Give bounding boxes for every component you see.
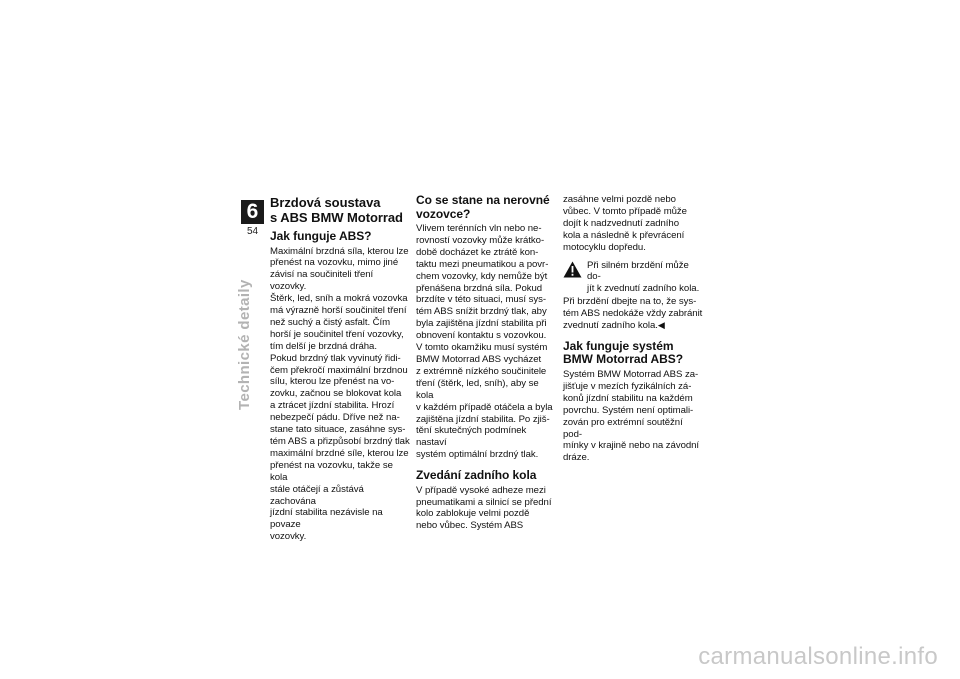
page-number: 54: [246, 226, 259, 237]
section-title: [270, 196, 410, 225]
text-column-1: [270, 196, 410, 543]
heading-how-abs-works: Jak funguje ABS?: [270, 229, 372, 243]
chapter-number-badge: 6: [241, 200, 264, 224]
paragraph-warning-detail-text: Při brzdění dbejte na to, že sys- tém ABS nedokáže vždy zabránit zvednutí zadního kola.: [563, 296, 703, 332]
heading-uneven-road-text: Co se stane na nerovné vozovce?: [416, 193, 550, 221]
paragraph-rear-wheel-lift-cont: zasáhne velmi pozdě nebo vůbec. V tomto případě může dojít k nadzvednutí zadního kola a následně k převrácení motocyklu dopředu.: [563, 194, 687, 253]
paragraph-warning-detail: [563, 296, 703, 332]
warning-text: Při silném brzdění může do- jít k zvednutí zadního kola.: [587, 259, 700, 295]
heading-bmw-abs-text: Jak funguje systém BMW Motorrad ABS?: [563, 338, 684, 367]
section-title-text: Brzdová soustava s ABS BMW Motorrad: [270, 195, 403, 225]
watermark-logo: carmanualsonline.info: [698, 643, 938, 670]
text-column-3: [563, 194, 703, 464]
heading-uneven-road: [416, 194, 556, 221]
heading-rear-wheel-lift: Zvedání zadního kola: [416, 468, 537, 483]
heading-bmw-abs: [563, 340, 703, 367]
paragraph-bmw-abs: Systém BMW Motorrad ABS za- jišťuje v mezích fyzikálních zá- konů jízdní stabilitu na každém povrchu. Systém není optimali- zován pro extrémní soutěžní pod- mínky v krajině nebo na závodní dráze.: [563, 368, 700, 464]
paragraph-uneven-road: Vlivem terénních vln nebo ne- rovností vozovky může krátko- době docházet ke ztrátě kon- taktu mezi pneumatikou a povr- chem vozovky, kdy nemůže být přenášena brzdná síla. Pokud brzdíte v této situaci, musí sys- tém ABS snížit brzdný tlak, aby byla zajištěna jízdní stabilita při obnovení kontaktu s vozovkou. V tomto okamžiku musí systém BMW Motorrad ABS vycházet z extrémně nízkého součinitele tření (štěrk, led, sníh), aby se kola v každém případě otáčela a byla zajištěna jízdní stabilita. Po zjiš- tění skutečných podmínek nastaví systém optimální brzdný tlak.: [416, 223, 553, 461]
paragraph-rear-wheel-lift-start: V případě vysoké adheze mezi pneumatikami a silnicí se přední kolo zablokuje velmi pozdě nebo vůbec. Systém ABS: [416, 484, 552, 532]
chapter-side-title: Technické detaily: [236, 279, 253, 410]
warning-triangle-icon: [563, 261, 582, 278]
text-column-2: [416, 194, 556, 532]
end-of-section-marker: ◀: [657, 320, 665, 331]
paragraph-abs-explanation: Maximální brzdná síla, kterou lze přenést na vozovku, mimo jiné závisí na součiniteli tření vozovky. Štěrk, led, sníh a mokrá vozovka má výrazně horší součinitel tření než suchý a čistý asfalt. Čím horší je součinitel tření vozovky, tím delší je brzdná dráha. Pokud brzdný tlak vyvinutý řidi- čem překročí maximální brzdnou sílu, kterou lze přenést na vo- zovku, začnou se blokovat kola a ztrácet jízdní stabilita. Hrozí nebezpečí pádu. Dříve než na- stane tato situace, zasáhne sys- tém ABS a přizpůsobí brzdný tlak maximální brzdné síle, kterou lze přenést na vozovku, takže se kola stále otáčejí a zůstává zachována jízdní stabilita nezávisle na povaze vozovky.: [270, 245, 410, 543]
warning-note: [563, 260, 703, 296]
